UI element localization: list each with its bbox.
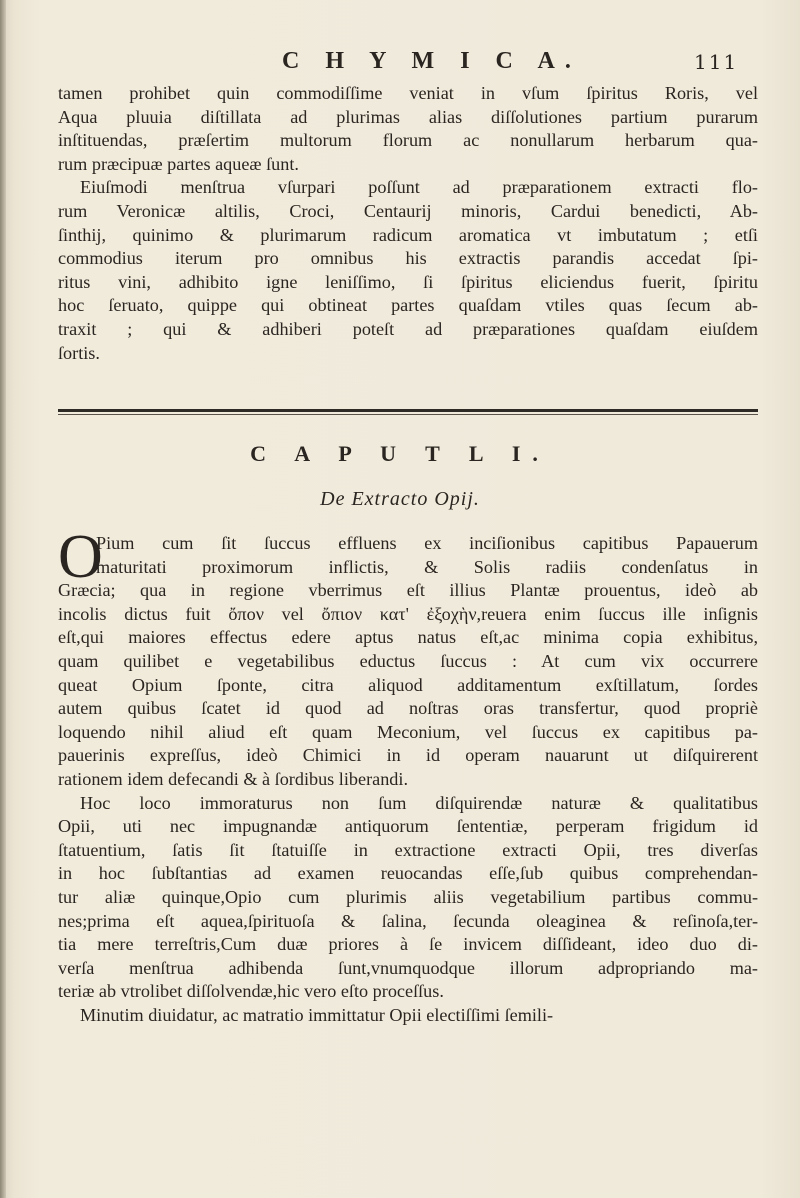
text-line: rum præcipuæ partes aqueæ ſunt. (58, 153, 299, 174)
text-line: pauerinis expreſſus, ideò Chimici in id operam nauarunt ut diſquirerent (58, 745, 758, 766)
text-line: Eiuſmodi menſtrua vſurpari poſſunt ad præparationem extracti flo- (80, 177, 758, 198)
text-line: verſa menſtrua adhibenda ſunt,vnumquodque illorum adpropriando ma- (58, 957, 758, 978)
text-line: ſortis. (58, 342, 100, 363)
text-line: in hoc ſubſtantias ad examen reuocandas eſſe,ſub quibus comprehendan- (58, 863, 758, 884)
text-line: Minutim diuidatur, ac matratio immittatur Opii electiſſimi ſemili- (80, 1004, 554, 1025)
page-number: 111 (694, 50, 739, 74)
text-line: Hoc loco immoraturus non ſum diſquirendæ naturæ & qualitatibus (80, 792, 758, 813)
text-line: teriæ ab vtrolibet diſſolvendæ,hic vero eſto proceſſus. (58, 981, 444, 1002)
top-text-block (58, 82, 758, 365)
text-line: hoc ſeruato, quippe qui obtineat partes quaſdam vtiles quas ſecum ab- (58, 295, 758, 316)
text-line: Aqua pluuia diſtillata ad plurimas alias diſſolutiones partium purarum (58, 106, 758, 127)
text-line: autem quibus ſcatet id quod ad noſtras oras transfertur, quod propriè (58, 698, 758, 719)
section-rule-thin (58, 414, 758, 415)
text-line: ſinthij, quinimo & plurimarum radicum aromatica vt imbutatum ; etſi (58, 224, 758, 245)
dropcap-lines (58, 532, 758, 579)
text-line: quam quilibet e vegetabilibus eductus ſuccus : At cum vix occurrere (58, 650, 758, 671)
chapter-heading: C A P U T L I. (250, 441, 550, 466)
text-line: incolis dictus fuit ὄπον vel ὄπιον κατ' ἐξοχὴν,reuera enim ſuccus ille inſignis (58, 603, 758, 624)
text-line: commodius iterum pro omnibus his extractis parandis accedat ſpi- (58, 248, 758, 269)
text-line: eſt,qui maiores effectus edere aptus natus eſt,ac minima copia exhibitus, (58, 627, 758, 648)
text-line: traxit ; qui & adhiberi poteſt ad præparationes quaſdam eiuſdem (58, 318, 758, 339)
text-line: tia mere terreſtris,Cum duæ priores à ſe invicem diſſideant, ideo duo di- (58, 934, 758, 955)
chapter-subtitle: De Extracto Opij. (320, 488, 480, 510)
text-line: ſtatuentium, ſatis ſit ſtatuiſſe in extractione extracti Opii, tres diverſas (58, 839, 758, 860)
text-line: tur aliæ quinque,Opio cum plurimis aliis vegetabilium partibus commu- (58, 886, 758, 907)
text-line: loquendo nihil aliud eſt quam Meconium, vel ſuccus ex capitibus pa- (58, 721, 758, 742)
text-line: Pium cum ſit ſuccus effluens ex inciſionibus capitibus Papauerum (96, 533, 758, 553)
page-header (0, 48, 800, 82)
text-line: rationem idem defecandi & à ſordibus liberandi. (58, 768, 408, 789)
text-line: Græcia; qua in regione vberrimus eſt illius Plantæ prouentus, ideò ab (58, 580, 758, 601)
drop-cap: O (58, 523, 103, 591)
text-line: Opii, uti nec impugnandæ antiquorum ſententiæ, perperam frigidum id (58, 816, 758, 837)
text-line: ritus vini, adhibito igne leniſſimo, ſi ſpiritus eliciendus fuerit, ſpiritu (58, 271, 758, 292)
text-line: queat Opium ſponte, citra aliquod additamentum exſtillatum, ſordes (58, 674, 758, 695)
running-head: C H Y M I C A. (282, 48, 581, 74)
text-line: tamen prohibet quin commodiſſime veniat in vſum ſpiritus Roris, vel (58, 83, 758, 103)
section-rule (58, 409, 758, 412)
text-line: nes;prima eſt aquea,ſpirituoſa & ſalina, ſecunda oleaginea & reſinoſa,ter- (58, 910, 758, 931)
text-line: rum Veronicæ altilis, Croci, Centaurij minoris, Cardui benedicti, Ab- (58, 200, 758, 221)
text-line: inſtituendas, præſertim multorum florum ac nonullarum herbarum qua- (58, 130, 758, 151)
body-text-block (58, 579, 758, 1027)
text-line: maturitati proximorum inflictis, & Solis radiis condenſatus in (96, 556, 758, 577)
page-gutter-edge (0, 0, 6, 1198)
